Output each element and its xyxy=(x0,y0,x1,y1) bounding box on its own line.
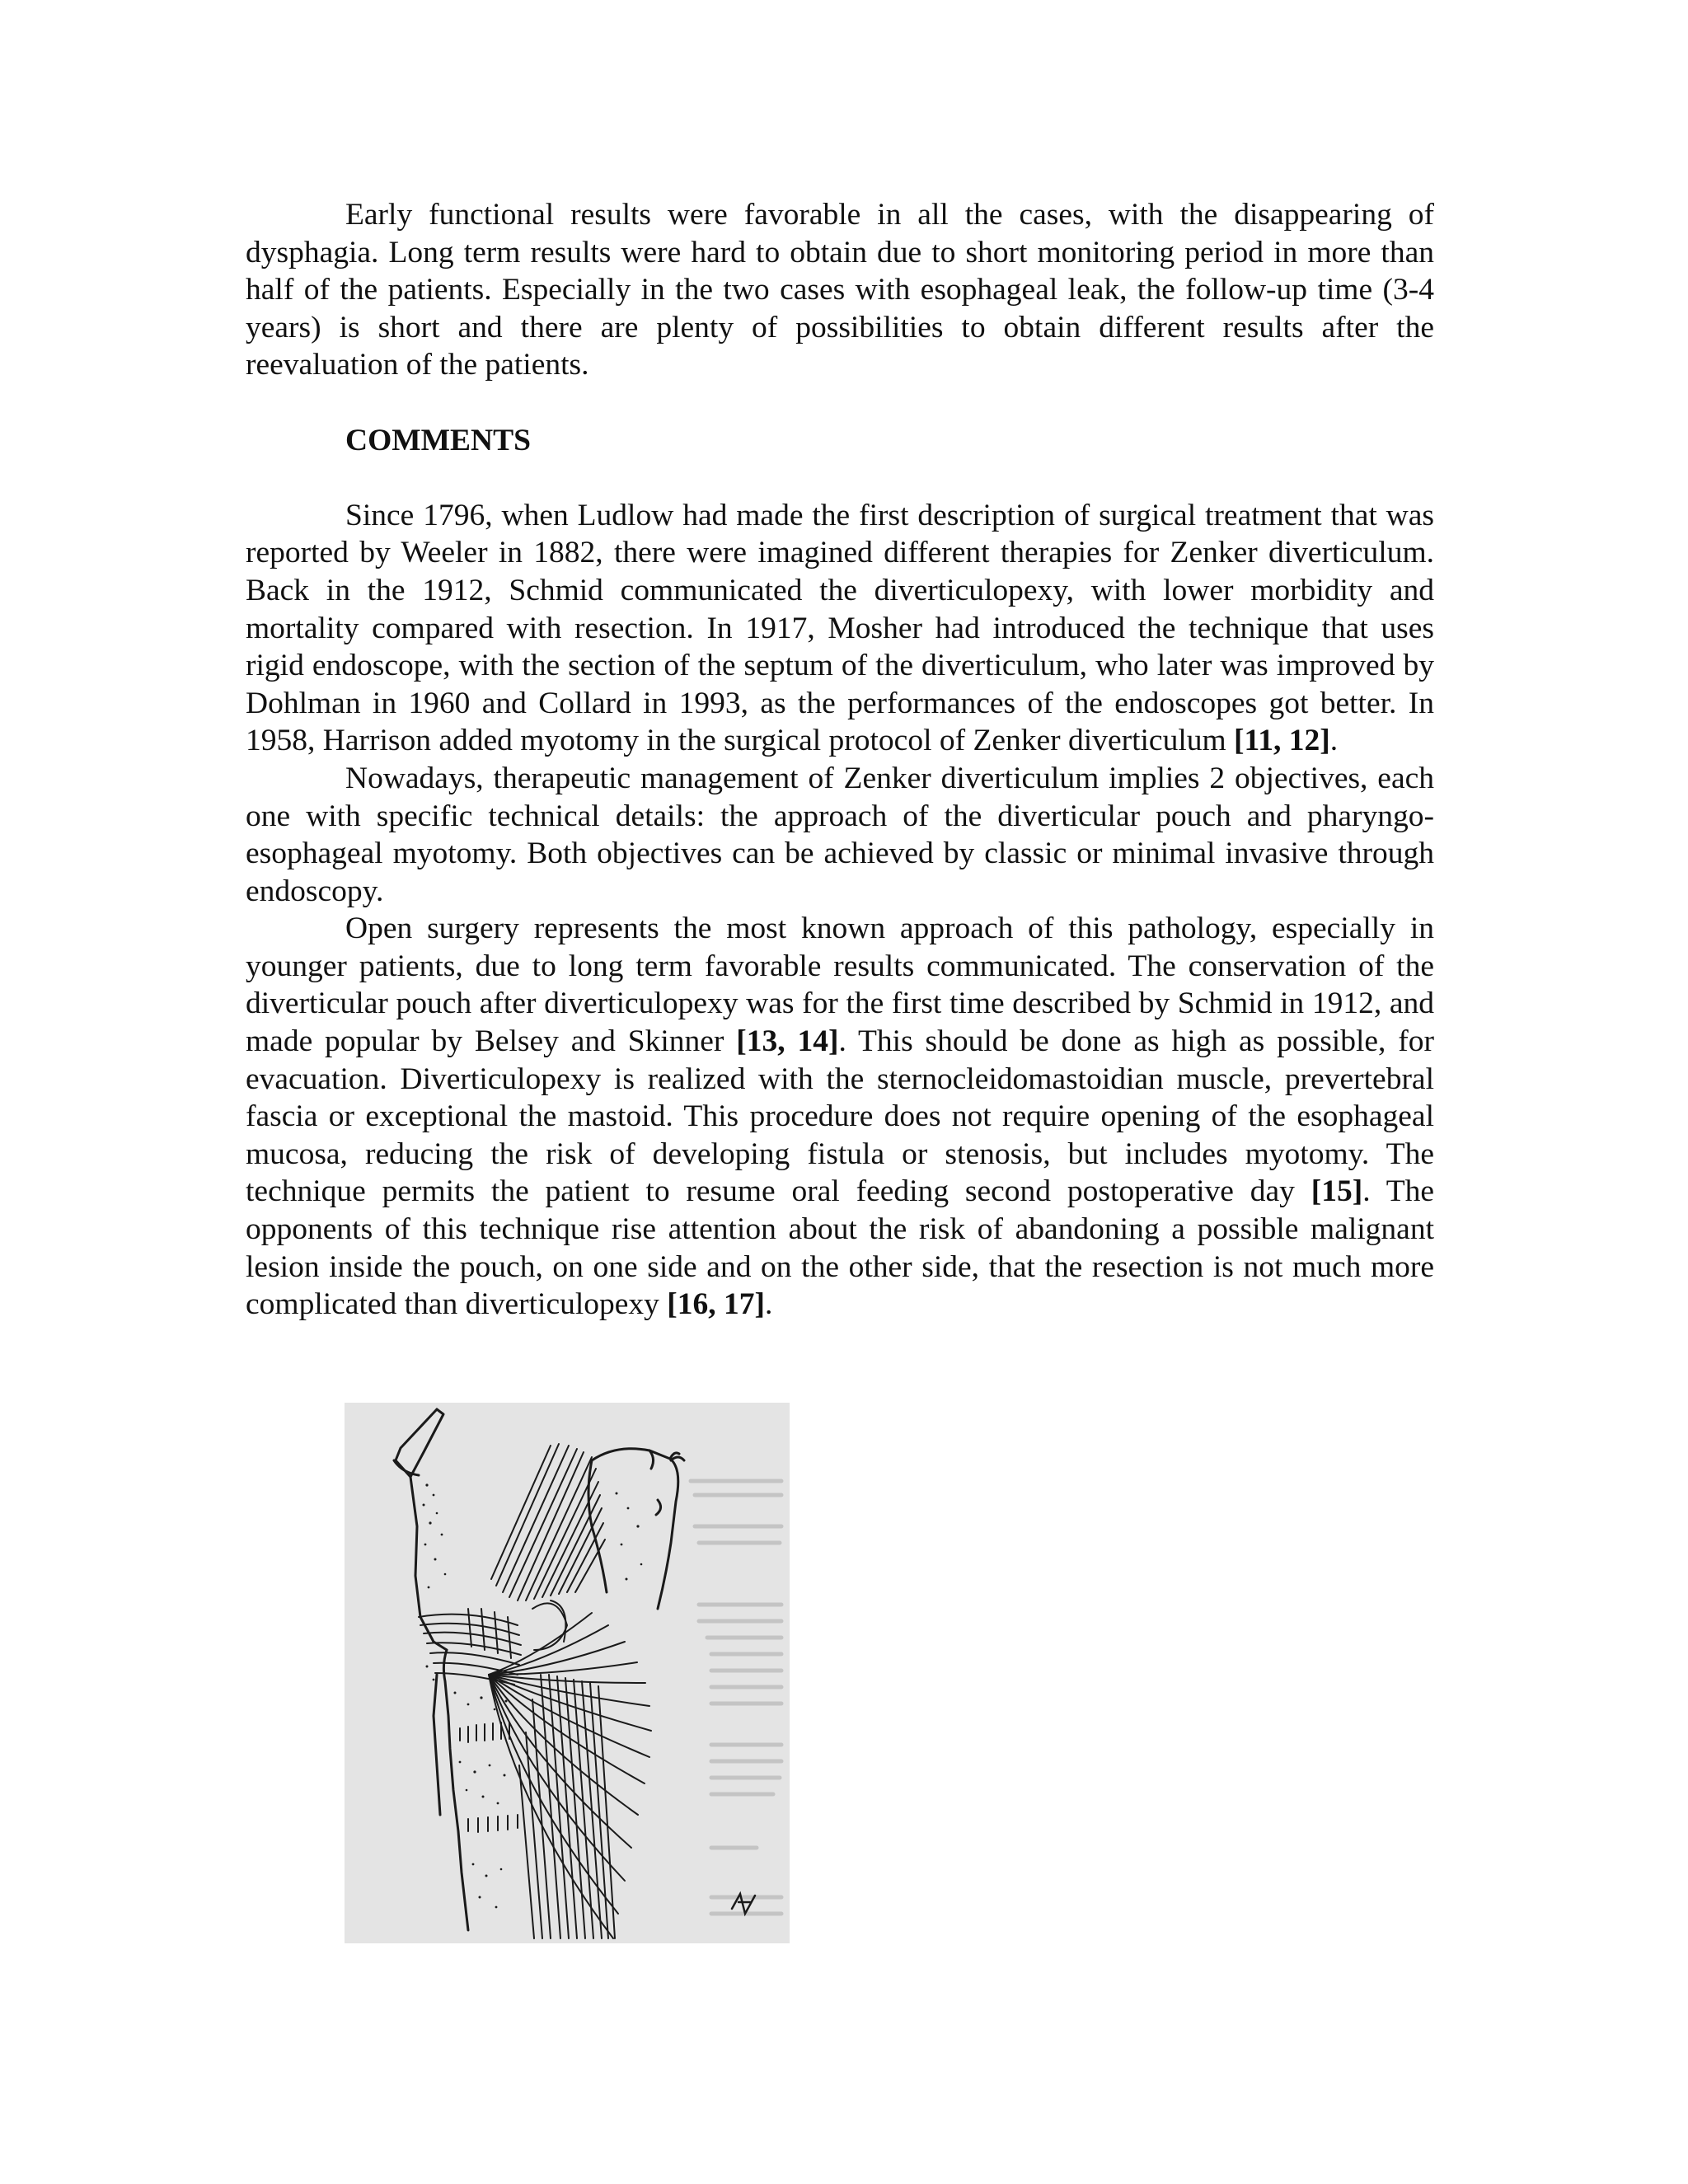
paragraph-gap xyxy=(246,384,1434,422)
open-surgery-text-1: Open surgery represents the most known approach of this pathology, especially in younger patients, due to long term favorable results communicated. The conservation of the diverticular pouch after diverticulopexy was for the first time described by Schmid in 1912, and made popular by Belsey and Skinner xyxy=(246,912,1434,1059)
history-paragraph xyxy=(246,497,1434,760)
citation-15: [15] xyxy=(1311,1174,1363,1209)
bleed-through-text xyxy=(691,1481,781,1914)
muscle-fan xyxy=(489,1601,651,1938)
diverticulopexy-drawing xyxy=(345,1403,790,1943)
open-surgery-end: . xyxy=(765,1287,773,1322)
diverticular-pouch xyxy=(588,1449,684,1609)
results-paragraph: Early functional results were favorable in all the cases, with the disappearing of dysphagia. Long term results were hard to obtain due to short monitoring period in more than half of the patients. Especially in the two cases with esophageal leak, the follow-up time (3-4 years) is short and there are plenty of possibilities to obtain different results after the reevaluation of the patients. xyxy=(246,198,1434,382)
esophagus-outline xyxy=(394,1409,468,1930)
body-text xyxy=(246,196,1434,1324)
open-surgery-text-2: . This should be done as high as possible, for evacuation. Diverticulopexy is realized with the sternocleidomastoidian muscle, prevertebral fascia or exceptional the mastoid. This procedure does not require opening of the esophageal mucosa, reducing the risk of developing fistula or stenosis, but includes myotomy. The technique permits the patient to resume oral feeding second postoperative day xyxy=(246,1024,1434,1209)
history-text: Since 1796, when Ludlow had made the first description of surgical treatment that was reported by Weeler in 1882, there were imagined different therapies for Zenker diverticulum. Back in the 1912, Schmid communicated the diverticulopexy, with lower morbidity and mortality compared with resection. In 1917, Mosher had introduced the technique that uses rigid endoscope, with the section of the septum of the diverticulum, who later was improved by Dohlman in 1960 and Collard in 1993, as the performances of the endoscopes got better. In 1958, Harrison added myotomy in the surgical protocol of Zenker diverticulum xyxy=(246,498,1434,758)
open-surgery-paragraph xyxy=(246,910,1434,1324)
esophagus-wall-hatching xyxy=(460,1722,518,1832)
surgical-illustration xyxy=(345,1403,790,1943)
history-end: . xyxy=(1329,724,1339,758)
management-paragraph: Nowadays, therapeutic management of Zenker diverticulum implies 2 objectives, each one with specific technical details: the approach of the diverticular pouch and pharyngo-esophageal myotomy. Both objectives can be achieved by classic or minimal invasive through endoscopy. xyxy=(246,761,1434,908)
upper-muscle-hatching xyxy=(491,1444,605,1601)
open-surgery-text-3: . The opponents of this technique rise attention about the risk of abandoning a possible malignant lesion inside the pouch, on one side and on the other side, that the resection is not much more complicated than diverticulopexy xyxy=(246,1174,1435,1322)
citation-16-17: [16, 17] xyxy=(667,1287,766,1322)
citation-11-12: [11, 12] xyxy=(1234,724,1330,758)
comments-heading: COMMENTS xyxy=(345,423,531,457)
longitudinal-fibres xyxy=(519,1675,615,1938)
paragraph-gap xyxy=(246,459,1434,497)
citation-13-14: [13, 14] xyxy=(736,1024,839,1059)
